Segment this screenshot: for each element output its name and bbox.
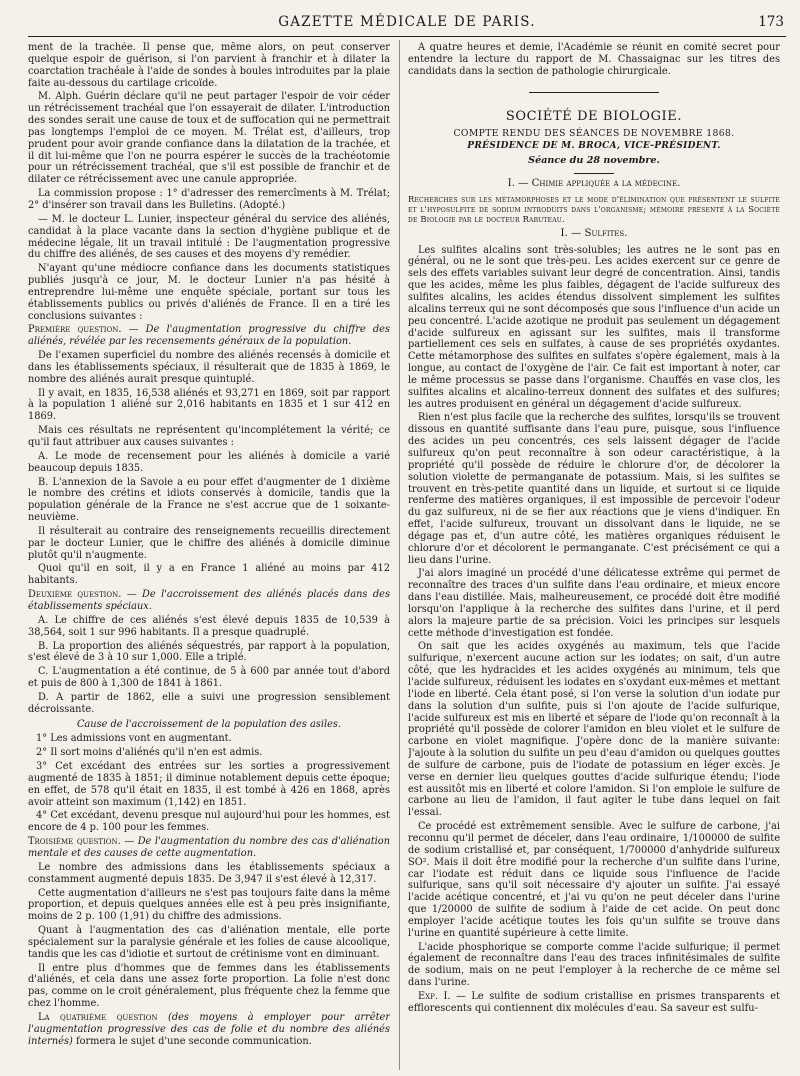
research-title: Recherches sur les métamorphoses et le mode d'élimination que présentent le sulfite et l'hyposulfite de sodium introduits dans l'organisme; mémoire présenté à la Société de Biologie par le docteur Rabuteau. xyxy=(408,194,780,225)
paragraph: Mais ces résultats ne représentent qu'incomplétement la vérité; ce qu'il faut attribuer aux causes suivantes : xyxy=(28,425,390,448)
paragraph: M. Alph. Guérin déclare qu'il ne peut partager l'espoir de voir céder un rétrécissement trachéal que l'on essayerait de dilater. L'introduction des sondes serait une cause de toux et de suffocation qui ne permettrait pas longtemps l'emploi de ce moyen. M. Trélat est, d'ailleurs, trop prudent pour avoir grande confiance dans la dilatation de la trachée, et il dit lui-même que l'on ne pourra espérer le succès de la trachéotomie pour un rétrécissement trachéal, que s'il est possible de franchir et de dilater ce rétrécissement avec une canule appropriée. xyxy=(28,91,390,186)
question-title: — De l'augmentation du nombre des cas d'aliénation mentale et des causes de cette augmentation. xyxy=(28,836,390,859)
subsection-heading: I. — Sulfites. xyxy=(560,228,628,240)
causes-heading: Cause de l'accroissement de la population des asiles. xyxy=(76,718,342,730)
question-heading xyxy=(28,836,390,860)
small-divider xyxy=(574,173,614,174)
paragraph: Le nombre des admissions dans les établissements spéciaux a constamment augmenté depuis 1835. De 3,947 il s'est élevé à 12,317. xyxy=(28,861,390,885)
paragraph: B. L'annexion de la Savoie a eu pour effet d'augmenter de 1 dixième le nombre des crétins et idiots conservés à domicile, tandis que la population générale de la France ne s'est accrue que de 1 soixante-neuvième. xyxy=(28,476,390,524)
experiment-label: Exp. I. xyxy=(418,990,451,1002)
paragraph: B. La proportion des aliénés séquestrés, par rapport à la population, s'est élevé de 3 à 10 sur 1,000. Elle a triplé. xyxy=(28,640,390,664)
paragraph: Il résulterait au contraire des renseignements recueillis directement par le docteur Lunier, que le chiffre des aliénés à domicile diminue plutôt qu'il n'augmente. xyxy=(28,525,390,561)
paragraph: Rien n'est plus facile que la recherche des sulfites, lorsqu'ils se trouvent dissous en quantité suffisante dans l'eau pure, puisque, sous l'influence des acides un peu concentrés, ces sels laissent dégager de l'acide sulfureux qu'on peut reconnaître à son odeur caractéristique, à la propriété qu'il possède de réduire le chlorure d'or, de décolorer la solution violette de permanganate de potassium. Mais, si les sulfites se trouvent en très-petite quantité dans un liquide, et surtout si ce liquide renferme des matières organiques, il est impossible de percevoir l'odeur du gaz sulfureux, ni de se fier aux réactions que je viens d'indiquer. En effet, l'acide sulfureux, trouvant un dissolvant dans le liquide, ne se dégage pas et, d'un autre côté, les matières organiques réduisent le chlorure d'or et décolorent le permanganate. C'est précisément ce qui a lieu dans l'urine. xyxy=(408,412,780,566)
paragraph: D. A partir de 1862, elle a suivi une progression sensiblement décroissante. xyxy=(28,691,390,715)
journal-title: GAZETTE MÉDICALE DE PARIS. xyxy=(278,14,536,30)
question-title: — De l'augmentation progressive du chiffre des aliénés, révélée par les recensements généraux de la population. xyxy=(28,324,390,348)
question-title: (des moyens à employer pour arrêter l'augmentation progressive des cas de folie et du nombre des aliénés internés) xyxy=(28,1011,390,1047)
paragraph: Quant à l'augmentation des cas d'aliénation mentale, elle porte spécialement sur la paralysie générale et les folies de cause alcoolique, tandis que les cas d'idiotie et surtout de crétinisme vont en diminuant. xyxy=(28,925,390,960)
paragraph: Quoi qu'il en soit, il y a en France 1 aliéné au moins par 412 habitants. xyxy=(28,563,390,587)
paragraph: On sait que les acides oxygénés au maximum, tels que l'acide sulfurique, n'exercent aucune action sur les iodates; on sait, d'un autre côté, que les hydracides et les acides oxygénés au minimum, tels que l'acide sulfureux, réduisent les iodates en s'oxydant eux-mêmes et mettant l'iode en liberté. Cela étant posé, si l'on verse la solution d'un iodate pur dans la solution d'un sulfite, puis si l'on ajoute de l'acide sulfurique, l'acide sulfureux est mis en liberté et sépare de l'iode qu'on reconnaît à la propriété qu'il possède de colorer l'amidon en bleu violet et le sulfure de carbone en violet magnifique. J'opère donc de la manière suivante: J'ajoute à la solution du sulfite un peu d'eau d'amidon ou quelques gouttes de sulfure de carbone, puis de l'iodate de potassium en léger excès. Je verse en dernier lieu quelques gouttes d'acide sulfurique étendu; l'iode est aussitôt mis en liberté et colore l'amidon. Si l'on emploie le sulfure de carbone au lieu de l'amidon, il faut agiter le tube dans lequel on fait l'essai. xyxy=(408,641,780,819)
page-header xyxy=(28,6,786,37)
list-item: 2° Il sort moins d'aliénés qu'il n'en est admis. xyxy=(36,747,263,759)
paragraph: A. Le chiffre de ces aliénés s'est élevé depuis 1835 de 10,539 à 38,564, soit 1 sur 996 habitants. Il a presque quadruplé. xyxy=(28,614,390,638)
question-label: Première question. xyxy=(28,324,122,336)
paragraph: A. Le mode de recensement pour les aliénés à domicile a varié beaucoup depuis 1835. xyxy=(28,450,390,474)
paragraph xyxy=(28,1012,390,1048)
list-item: 4° Cet excédant, devenu presque nul aujourd'hui pour les hommes, est encore de 4 p. 100 pour les femmes. xyxy=(28,810,390,834)
paragraph: De l'examen superficiel du nombre des aliénés recensés à domicile et dans les établissements spéciaux, il résulterait que de 1835 à 1869, le nombre des aliénés aurait presque quintuplé. xyxy=(28,350,390,385)
paragraph: C. L'augmentation a été continue, de 5 à 600 par année tout d'abord et puis de 800 à 1,300 de 1841 à 1861. xyxy=(28,666,390,690)
question-heading xyxy=(28,589,390,613)
paragraph: J'ai alors imaginé un procédé d'une délicatesse extrême qui permet de reconnaître des traces d'un sulfite dans l'eau ordinaire, et mieux encore dans l'eau distillée. Mais, malheureusement, ce procédé doit être modifié lorsqu'on l'applique à la recherche des sulfites dans l'urine, et il perd alors la majeure partie de sa précision. Voici les principes sur lesquels cette méthode d'investigation est fondée. xyxy=(408,568,780,639)
column-divider xyxy=(399,40,400,1070)
paragraph: A quatre heures et demie, l'Académie se réunit en comité secret pour entendre la lecture du rapport de M. Chassaignac sur les titres des candidats dans la section de pathologie chirurgicale. xyxy=(408,42,780,77)
paragraph: Cette augmentation d'ailleurs ne s'est pas toujours faite dans la même proportion, et depuis quelques années elle est à peu près insignifiante, moins de 2 p. 100 (1,91) du chiffre des admissions. xyxy=(28,887,390,923)
list-item: 3° Cet excédant des entrées sur les sorties a progressivement augmenté de 1835 à 1851; il diminue notablement depuis cette époque; en effet, de 578 qu'il était en 1835, il est tombé à 426 en 1868, après avoir atteint son maximum (1,142) en 1851. xyxy=(28,761,390,808)
society-title: SOCIÉTÉ DE BIOLOGIE. xyxy=(505,108,683,124)
seance-date: Séance du 28 novembre. xyxy=(528,155,660,167)
question-label: Troisième question. xyxy=(28,836,121,848)
question-label: Deuxième question. xyxy=(28,589,122,601)
right-column xyxy=(408,42,780,1070)
paragraph: Il y avait, en 1835, 16,538 aliénés et 93,271 en 1869, soit par rapport à la population 1 aliéné sur 2,016 habitants en 1835 et 1 sur 412 en 1869. xyxy=(28,387,390,423)
paragraph: Les sulfites alcalins sont très-solubles; les autres ne le sont pas en général, ou ne le sont que très-peu. Les acides exercent sur ce genre de sels des effets variables suivant leur degré de concentration. Ainsi, tandis que les acides, même les plus faibles, dégagent de l'acide sulfureux des sulfites alcalins, les acides étendus dissolvent simplement les sulfites alcalins terreux qui ne sont décomposés que sous l'influence d'un acide un peu concentré. L'acide azotique ne produit pas seulement un dégagement d'acide sulfureux en agissant sur les sulfites, mais il transforme partiellement ces sels en sulfates, à cause de ses propriétés oxydantes. Cette métamorphose des sulfites en sulfates s'opère également, mais à la longue, au contact de l'oxygène de l'air. Ce fait est important à noter, car le même processus se passe dans l'organisme. Chauffés en vase clos, les sulfites alcalins et alcalino-terreux donnent des sulfates et des sulfures; les autres produisent en général un dégagement d'acide sulfureux. xyxy=(408,244,780,410)
paragraph: — M. le docteur L. Lunier, inspecteur général du service des aliénés, candidat à la place vacante dans la section d'hygiène publique et de médecine légale, lit un travail intitulé : De l'augmentation progressive du chiffre des aliénés, de ses causes et des moyens d'y remédier. xyxy=(28,213,390,261)
list-item: 1° Les admissions vont en augmentant. xyxy=(36,733,232,745)
paragraph: ment de la trachée. Il pense que, même alors, on peut conserver quelque espoir de guérison, si l'on parvient à franchir et à dilater la coarctation trachéale à l'aide de sondes à boules introduites par la plaie faite au-dessous du cartilage cricoïde. xyxy=(28,42,390,89)
left-column xyxy=(28,42,390,1070)
paragraph: L'acide phosphorique se comporte comme l'acide sulfurique; il permet également de reconnaître dans l'eau des traces infinitésimales de sulfite de sodium, mais on ne peut l'employer à la recherche de ce même sel dans l'urine. xyxy=(408,941,780,989)
question-title: — De l'accroissement des aliénés placés dans des établissements spéciaux. xyxy=(28,589,390,612)
question-heading xyxy=(28,324,390,348)
compte-rendu: COMPTE RENDU DES SÉANCES DE NOVEMBRE 1868. xyxy=(453,128,735,140)
section-divider xyxy=(529,92,659,93)
experiment-text: — Le sulfite de sodium cristallise en prismes transparents et efflorescents qui contiennent dix molécules d'eau. Sa saveur est sulfu- xyxy=(408,990,780,1014)
paragraph xyxy=(408,991,780,1015)
question-tail: formera le sujet d'une seconde communication. xyxy=(75,1035,312,1047)
paragraph: Il entre plus d'hommes que de femmes dans les établissements d'aliénés, et cela dans une assez forte proportion. La folie n'est donc pas, comme on le croit généralement, plus fréquente chez la femme que chez l'homme. xyxy=(28,962,390,1010)
section-heading: I. — Chimie appliquée a la médecine. xyxy=(507,177,681,189)
paragraph: La commission propose : 1° d'adresser des remercîments à M. Trélat; 2° d'insérer son travail dans les Bulletins. (Adopté.) xyxy=(28,188,390,211)
paragraph: N'ayant qu'une médiocre confiance dans les documents statistiques publiés jusqu'à ce jour, M. le docteur Lunier n'a pas hésité à entreprendre lui-même une enquête spéciale, portant sur tous les établissements publics ou privés d'aliénés de France. Il en a tiré les conclusions suivantes : xyxy=(28,263,390,322)
question-label: La quatrième question xyxy=(38,1011,158,1023)
presidence: PRÉSIDENCE DE M. BROCA, VICE-PRÉSIDENT. xyxy=(467,141,721,152)
paragraph: Ce procédé est extrêmement sensible. Avec le sulfure de carbone, j'ai reconnu qu'il permet de déceler, dans l'eau ordinaire, 1/100000 de sulfite de sodium cristallisé et, par conséquent, 1/700000 d'anhydride sulfureux SO². Mais il doit être modifié pour la recherche d'un sulfite dans l'urine, car l'iodate est réduit dans ce liquide sous l'influence de l'acide sulfurique, sans qu'il soit nécessaire d'y ajouter un sulfite. J'ai essayé l'acide acétique concentré, et j'ai vu qu'on ne peut déceler dans l'urine que 1/20000 de sulfite de sodium à l'aide de cet acide. On peut donc employer l'acide acétique toutes les fois qu'un sulfite se trouve dans l'urine en quantité supérieure à cette limite. xyxy=(408,821,780,939)
page-number: 173 xyxy=(758,14,784,30)
